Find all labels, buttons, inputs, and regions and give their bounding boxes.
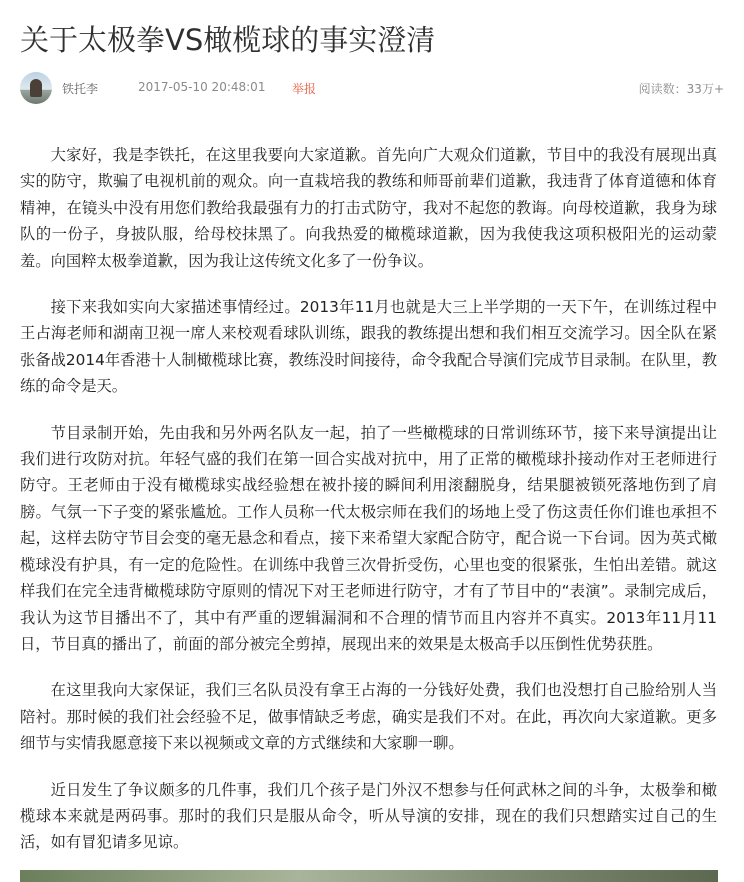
paragraph-4: 在这里我向大家保证，我们三名队员没有拿王占海的一分钱好处费，我们也没想打自己脸给别人当陪衬。那时候的我们社会经验不足，做事情缺乏考虑，确实是我们不对。在此，再次向大家道歉。更多细节与实情我愿意接下来以视频或文章的方式继续和大家聊一聊。 bbox=[20, 681, 717, 753]
paragraph-1: 大家好，我是李铁托，在这里我要向大家道歉。首先向广大观众们道歉，节目中的我没有展现出真实的防守，欺骗了电视机前的观众。向一直栽培我的教练和师哥前辈们道歉，我违背了体育道德和体育精神，在镜头中没有用您们教给我最强有力的打击式防守，我对不起您的教诲。向母校道歉，我身为球队的一份子，身披队服，给母校抹黑了。向我热爱的橄榄球道歉，因为我使我这项积极阳光的运动蒙羞。向国粹太极拳道歉，因为我让这传统文化多了一份争议。 bbox=[20, 146, 717, 270]
avatar-figure bbox=[30, 79, 42, 97]
read-count: 阅读数：33万+ bbox=[638, 82, 724, 96]
author-name[interactable]: 铁托李 bbox=[62, 82, 99, 96]
article-title: 关于太极拳VS橄榄球的事实澄清 bbox=[20, 23, 436, 57]
paragraph-5: 近日发生了争议颇多的几件事，我们几个孩子是门外汉不想参与任何武林之间的斗争，太极拳和橄榄球本来就是两码事。那时的我们只是服从命令，听从导演的安排，现在的我们只想踏实过自己的生活，如有冒犯请多见谅。 bbox=[20, 780, 717, 852]
article-body bbox=[20, 142, 717, 876]
report-link[interactable]: 举报 bbox=[292, 82, 317, 96]
article-image bbox=[20, 870, 718, 882]
article-meta bbox=[20, 71, 724, 105]
paragraph-3: 节目录制开始，先由我和另外两名队友一起，拍了一些橄榄球的日常训练环节，接下来导演提出让我们进行攻防对抗。年轻气盛的我们在第一回合实战对抗中，用了正常的橄榄球扑接动作对王老师进行防守。王老师由于没有橄榄球实战经验想在被扑接的瞬间利用滚翻脱身，结果腿被锁死落地伤到了肩膀。气氛一下子变的紧张尴尬。工作人员称一代太极宗师在我们的场地上受了伤这责任你们谁也承担不起，这样去防守节目会变的毫无悬念和看点，接下来希望大家配合防守，配合说一下台词。因为英式橄榄球没有护具，有一定的危险性。在训练中我曾三次骨折受伤，心里也变的很紧张，生怕出差错。就这样我们在完全违背橄榄球防守原则的情况下对王老师进行防守，才有了节目中的“表演”。录制完成后，我认为这节目播出不了，其中有严重的逻辑漏洞和不合理的情节而且内容并不真实。2013年11月11日，节目真的播出了，前面的部分被完全剪掉，展现出来的效果是太极高手以压倒性优势获胜。 bbox=[20, 423, 717, 653]
paragraph-2: 接下来我如实向大家描述事情经过。2013年11月也就是大三上半学期的一天下午，在训练过程中王占海老师和湖南卫视一席人来校观看球队训练，跟我的教练提出想和我们相互交流学习。因全队在紧张备战2014年香港十人制橄榄球比赛，教练没时间接待，命令我配合导演们完成节目录制。在队里，教练的命令是天。 bbox=[20, 298, 717, 396]
author-avatar[interactable] bbox=[20, 72, 52, 104]
publish-date: 2017-05-10 20:48:01 bbox=[138, 80, 266, 94]
